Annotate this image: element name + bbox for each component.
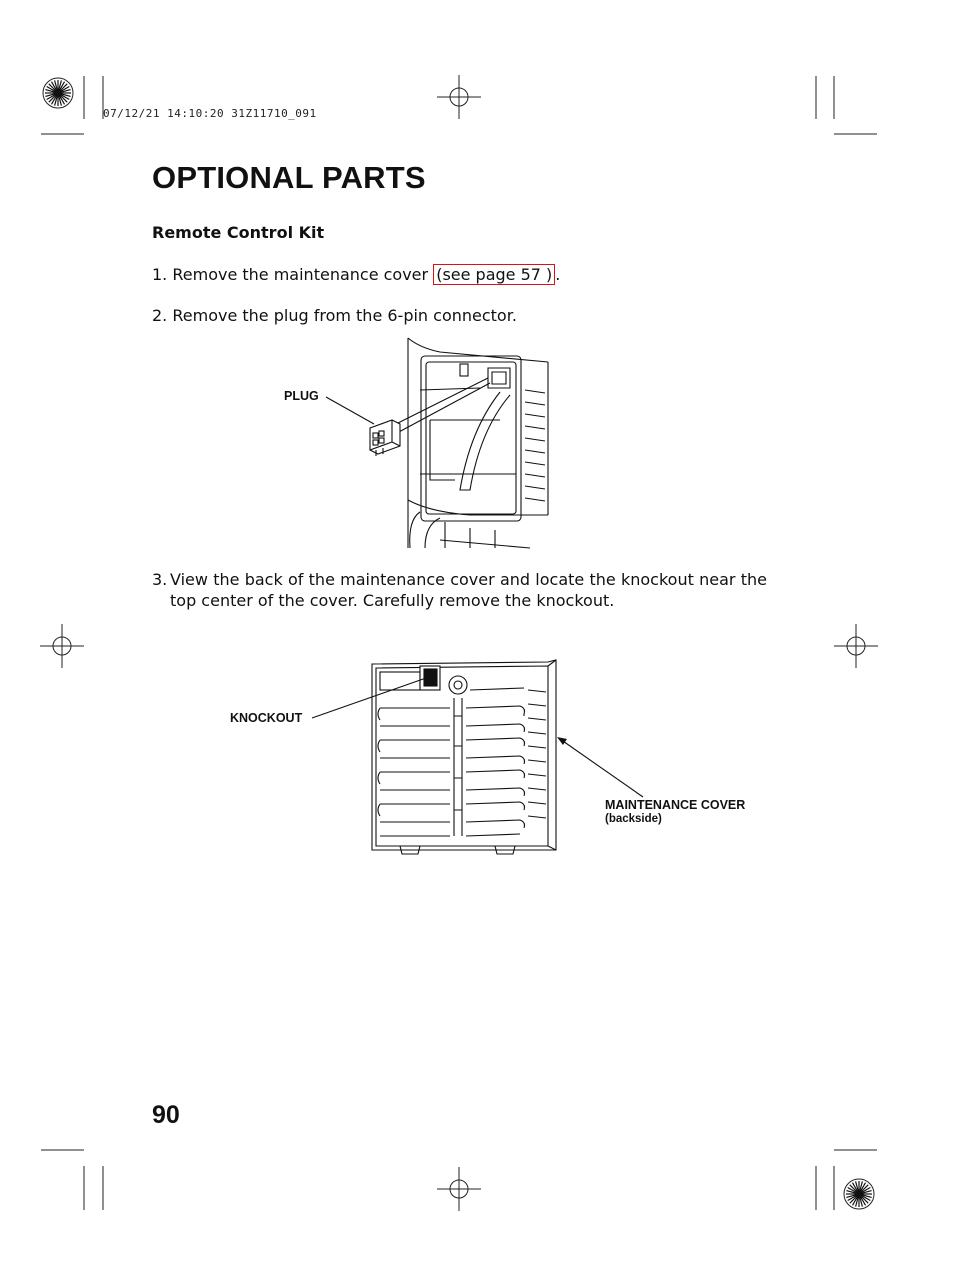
label-plug: PLUG <box>284 389 319 403</box>
page-number: 90 <box>152 1101 180 1129</box>
step-number: 1. <box>152 265 168 284</box>
print-stamp: 07/12/21 14:10:20 31Z11710_091 <box>103 107 317 120</box>
label-cover-backside-note: (backside) <box>605 813 662 825</box>
step-text: View the back of the maintenance cover and locate the knockout near the top center of the cover. Carefully remove the knockout. <box>170 570 767 610</box>
step-text: Remove the maintenance cover <box>172 265 429 284</box>
page-title: OPTIONAL PARTS <box>152 160 426 195</box>
step-suffix: . <box>555 265 561 284</box>
section-heading: Remote Control Kit <box>152 223 325 242</box>
label-maintenance-cover: MAINTENANCE COVER <box>605 798 746 812</box>
step-number: 3. <box>152 570 168 589</box>
step-number: 2. <box>152 306 168 325</box>
label-knockout: KNOCKOUT <box>230 711 303 725</box>
step-text: Remove the plug from the 6-pin connector. <box>172 306 517 325</box>
page-reference-link[interactable]: (see page 57 ) <box>433 264 555 285</box>
